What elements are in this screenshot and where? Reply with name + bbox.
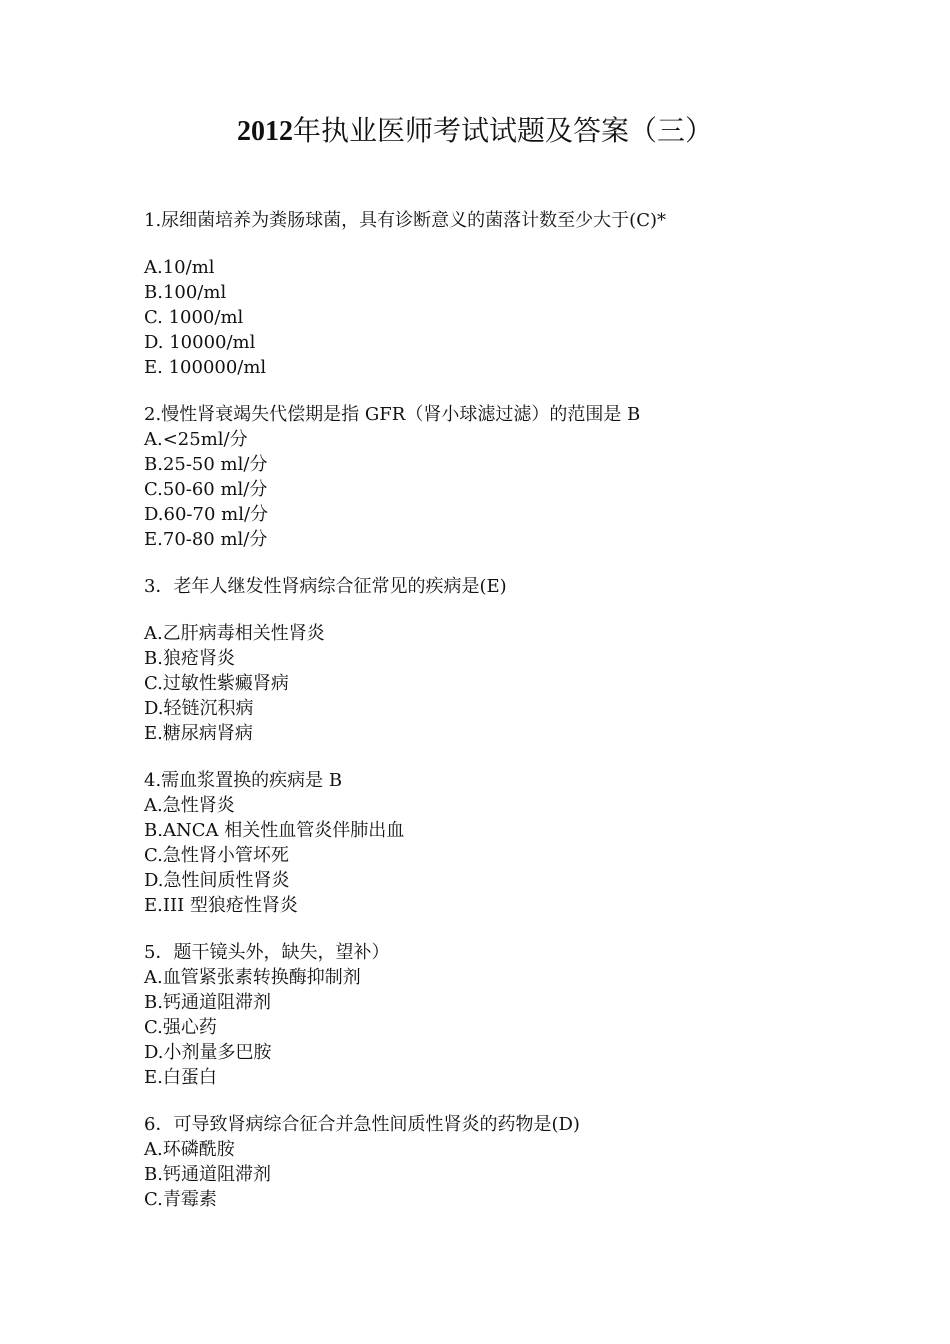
option-item: B.100/ml — [144, 282, 227, 303]
option-item: B.钙通道阻滞剂 — [144, 992, 271, 1013]
option-item: A.<25ml/分 — [144, 429, 248, 450]
option-item: C.过敏性紫癜肾病 — [144, 673, 289, 694]
question-stem: 4.需血浆置换的疾病是 B — [144, 770, 343, 791]
option-item: E.白蛋白 — [144, 1067, 217, 1088]
question-block — [144, 574, 844, 746]
option-item: C. 1000/ml — [144, 307, 244, 328]
option-item: A.血管紧张素转换酶抑制剂 — [144, 967, 361, 988]
option-item: C.强心药 — [144, 1017, 217, 1038]
question-stem: 6．可导致肾病综合征合并急性间质性肾炎的药物是(D) — [144, 1114, 580, 1135]
option-item: E.70-80 ml/分 — [144, 529, 268, 550]
question-stem: 2.慢性肾衰竭失代偿期是指 GFR（肾小球滤过滤）的范围是 B — [144, 404, 641, 425]
title-text: 年执业医师考试试题及答案（三） — [292, 114, 713, 147]
option-item: A.急性肾炎 — [144, 795, 235, 816]
option-item: D.小剂量多巴胺 — [144, 1042, 272, 1063]
question-block — [144, 208, 844, 380]
title-year: 2012 — [236, 116, 293, 147]
option-item: C.急性肾小管坏死 — [144, 845, 289, 866]
question-block — [144, 768, 844, 918]
question-stem: 3．老年人继发性肾病综合征常见的疾病是(E) — [144, 576, 507, 597]
option-item: C.青霉素 — [144, 1189, 217, 1210]
option-item: E.糖尿病肾病 — [144, 723, 253, 744]
option-item: D.急性间质性肾炎 — [144, 870, 290, 891]
option-item: A.乙肝病毒相关性肾炎 — [144, 623, 325, 644]
option-item: D. 10000/ml — [144, 332, 256, 353]
page-title — [0, 113, 950, 150]
option-item: B.钙通道阻滞剂 — [144, 1164, 271, 1185]
option-item: A.环磷酰胺 — [144, 1139, 235, 1160]
option-item: C.50-60 ml/分 — [144, 479, 268, 500]
option-item: B.25-50 ml/分 — [144, 454, 268, 475]
question-stem: 1.尿细菌培养为粪肠球菌，具有诊断意义的菌落计数至少大于(C)* — [144, 210, 666, 231]
question-block — [144, 1112, 844, 1212]
option-item: D.轻链沉积病 — [144, 698, 254, 719]
question-block — [144, 402, 844, 552]
option-item: E.III 型狼疮性肾炎 — [144, 895, 298, 916]
option-item: D.60-70 ml/分 — [144, 504, 269, 525]
option-item: E. 100000/ml — [144, 357, 267, 378]
option-item: B.ANCA 相关性血管炎伴肺出血 — [144, 820, 405, 841]
option-item: A.10/ml — [144, 257, 215, 278]
question-list — [144, 208, 844, 1212]
question-stem: 5．题干镜头外，缺失，望补） — [144, 942, 390, 963]
option-item: B.狼疮肾炎 — [144, 648, 235, 669]
question-block — [144, 940, 844, 1090]
